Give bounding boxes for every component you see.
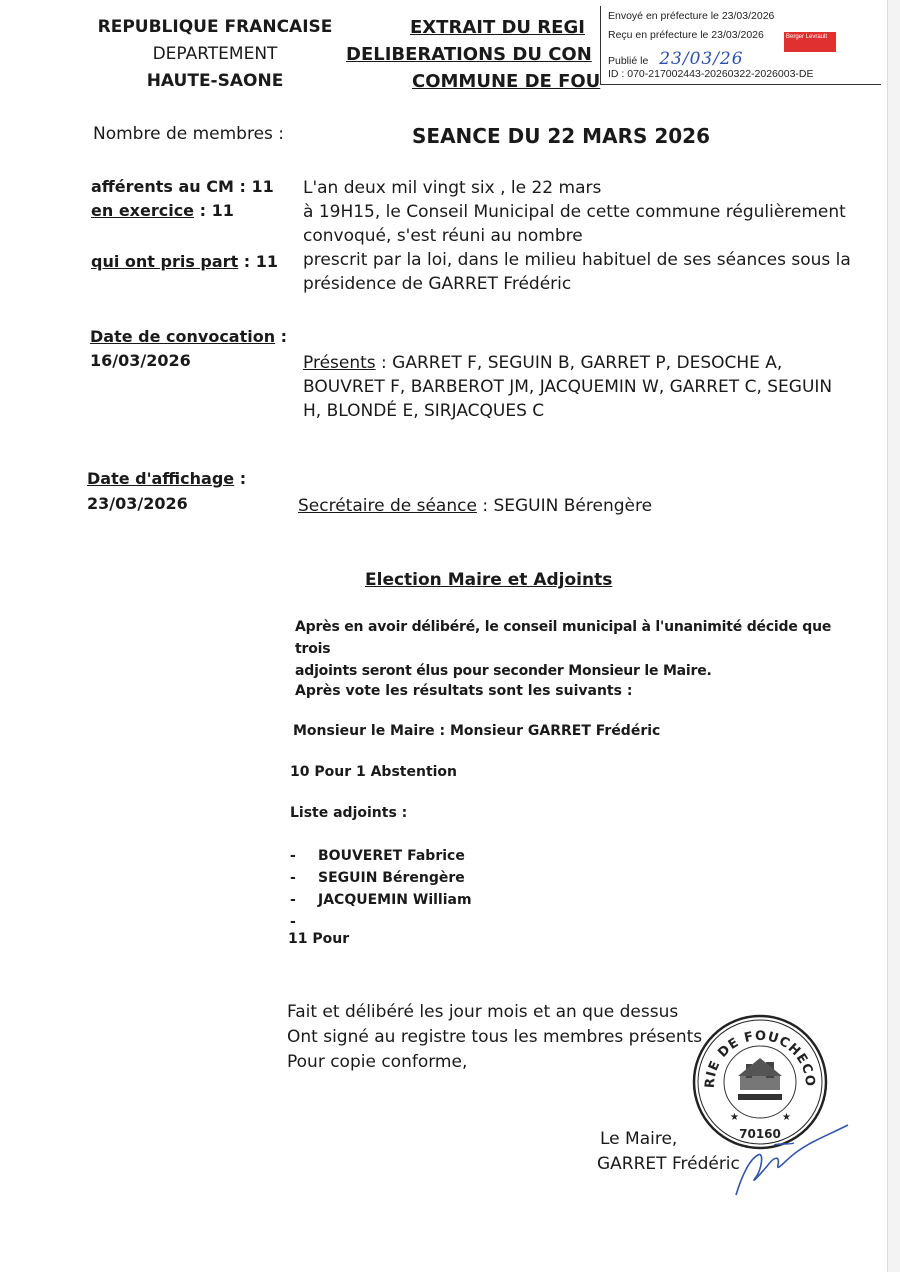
stamp-published-date: 23/03/26 [659, 49, 744, 69]
presents-block [303, 351, 863, 423]
seance-line: prescrit par la loi, dans le milieu habituel de ses séances sous la [303, 250, 851, 270]
closing-line: Fait et délibéré les jour mois et an que dessus [287, 1002, 679, 1022]
header-left [90, 14, 340, 95]
signer-title: Le Maire, [600, 1129, 678, 1149]
seance-line: présidence de GARRET Frédéric [303, 274, 572, 294]
presents-text: : GARRET F, SEGUIN B, GARRET P, DESOCHE A, [375, 353, 783, 373]
presents-label: Présents [303, 353, 376, 373]
secretaire-value: : SEGUIN Bérengère [476, 496, 653, 516]
adjoint-name: JACQUEMIN William [318, 892, 472, 908]
presents-line-1 [303, 351, 863, 375]
members-title: Nombre de membres : [93, 124, 285, 144]
seal-postcode: 70160 [739, 1127, 781, 1141]
secretaire-label: Secrétaire de séance [298, 496, 477, 516]
election-paragraph [295, 616, 855, 682]
affichage-date: 23/03/2026 [87, 494, 188, 513]
exercice-value: : 11 [199, 201, 234, 220]
part-value: : 11 [243, 252, 279, 271]
adjoint-name: BOUVERET Fabrice [318, 848, 465, 864]
seance-paragraph [303, 176, 863, 296]
adjoints-vote: 11 Pour [288, 931, 350, 947]
header-departement: DEPARTEMENT [152, 44, 278, 64]
list-item-empty: - [290, 914, 296, 930]
list-item: - JACQUEMIN William [290, 892, 472, 908]
closing-line: Pour copie conforme, [287, 1052, 468, 1072]
header-haute-saone: HAUTE-SAONE [146, 71, 284, 91]
presents-line-3: H, BLONDÉ E, SIRJACQUES C [303, 401, 545, 421]
header-republique: REPUBLIQUE FRANCAISE [97, 17, 333, 37]
svg-text:★: ★ [782, 1112, 791, 1123]
stamp-received: Reçu en préfecture le 23/03/2026 [608, 29, 764, 41]
stamp-published-label: Publié le [608, 55, 649, 67]
signer-name: GARRET Frédéric [597, 1154, 740, 1174]
stamp-id: ID : 070-217002443-20260322-2026003-DE [608, 68, 814, 80]
closing-line: Ont signé au registre tous les membres présents [287, 1027, 703, 1047]
berger-levrault-logo: Berger Levrault [784, 32, 836, 52]
seal-text: RIE DE FOUCHECO [702, 1028, 818, 1089]
presents-line-2: BOUVRET F, BARBEROT JM, JACQUEMIN W, GARRET C, SEGUIN [303, 377, 833, 397]
maire-vote: 10 Pour 1 Abstention [290, 764, 458, 780]
part-row [91, 250, 278, 274]
exercice-label: en exercice [91, 201, 195, 220]
seance-line: convoqué, s'est réuni au nombre [303, 226, 583, 246]
stamp-published [608, 49, 744, 69]
list-item: - BOUVERET Fabrice [290, 848, 465, 864]
secretaire-row [298, 494, 652, 518]
affichage-label-row [87, 467, 246, 491]
convocation-colon: : [275, 327, 288, 346]
exercice-row [91, 199, 234, 223]
signature [728, 1115, 858, 1205]
adjoints-label: Liste adjoints : [290, 805, 408, 821]
adjoint-name: SEGUIN Bérengère [318, 870, 465, 886]
convocation-date: 16/03/2026 [90, 351, 191, 370]
seance-line: à 19H15, le Conseil Municipal de cette commune régulièrement [303, 202, 846, 222]
signature-icon [728, 1115, 858, 1205]
seance-line: L'an deux mil vingt six , le 22 mars [303, 178, 602, 198]
svg-text:★: ★ [730, 1112, 739, 1123]
afferents-value: 11 [251, 177, 274, 196]
convocation-label: Date de convocation [90, 327, 276, 346]
election-para-line: adjoints seront élus pour seconder Monsieur le Maire. [295, 663, 712, 679]
affichage-label: Date d'affichage [87, 469, 235, 488]
results-intro: Après vote les résultats sont les suivants : [295, 683, 633, 699]
prefecture-stamp [600, 6, 881, 85]
seance-title: SEANCE DU 22 MARS 2026 [412, 124, 710, 148]
header-extrait: EXTRAIT DU REGI [410, 17, 585, 38]
maire-result: Monsieur le Maire : Monsieur GARRET Frédéric [293, 723, 661, 739]
closing-block [287, 1000, 702, 1075]
afferents-label: afférents au CM : [91, 177, 246, 196]
header-deliberations: DELIBERATIONS DU CON [346, 44, 592, 65]
list-item: - SEGUIN Bérengère [290, 870, 465, 886]
part-label: qui ont pris part [91, 252, 239, 271]
adjoints-list [290, 845, 472, 933]
stamp-sent: Envoyé en préfecture le 23/03/2026 [608, 10, 775, 22]
header-commune: COMMUNE DE FOU [412, 71, 601, 92]
election-title: Election Maire et Adjoints [365, 570, 613, 590]
election-para-line: Après en avoir délibéré, le conseil municipal à l'unanimité décide que trois [295, 619, 832, 657]
page-edge [887, 0, 900, 1272]
convocation-label-row [90, 325, 287, 349]
afferents-row [91, 175, 274, 199]
affichage-colon: : [234, 469, 247, 488]
